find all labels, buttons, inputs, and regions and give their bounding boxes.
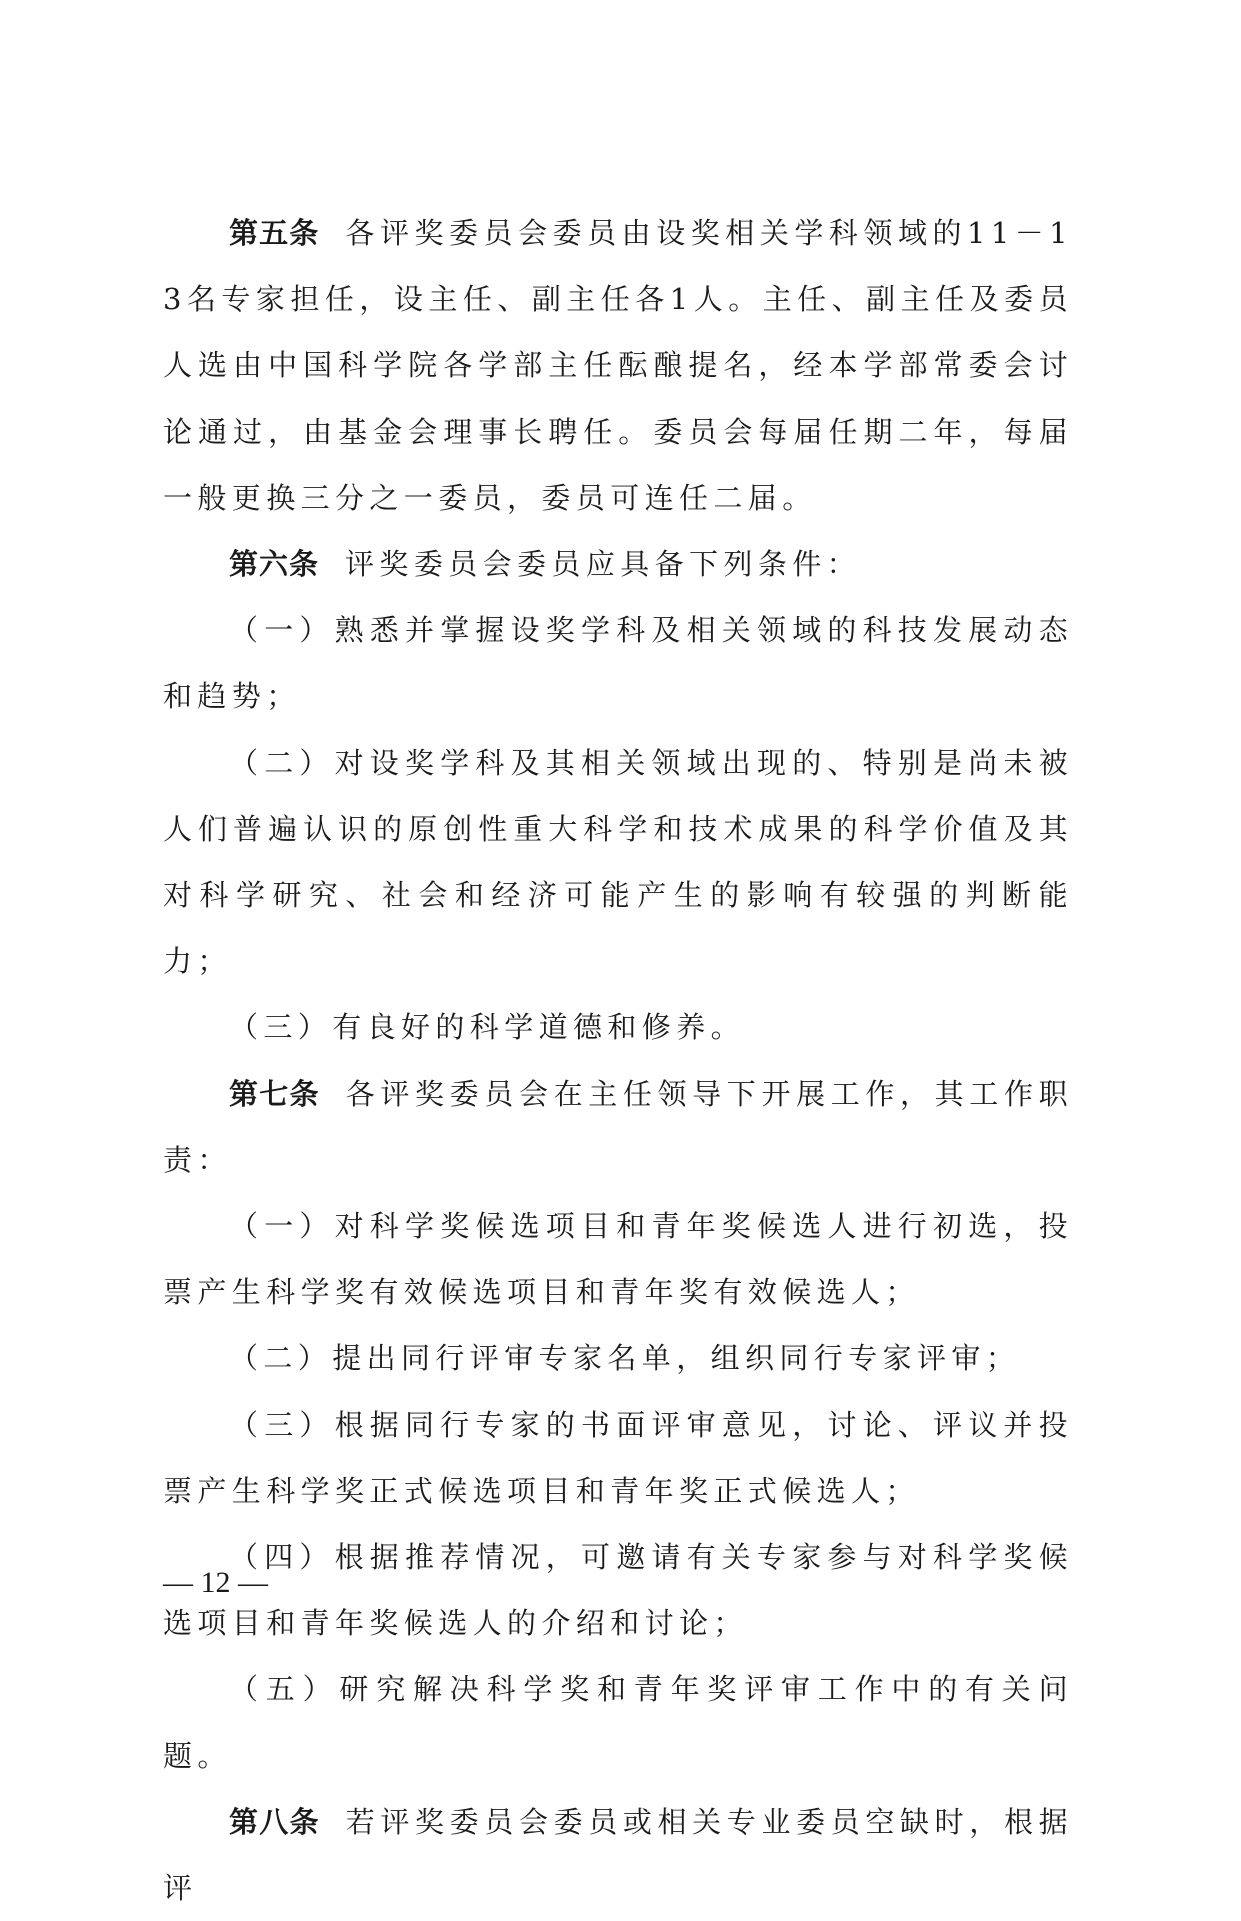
article-7-paragraph <box>163 1061 1073 1193</box>
list-item-paragraph <box>163 730 1073 995</box>
paragraph-text: （二）对设奖学科及其相关领域出现的、特别是尚未被人们普遍认识的原创性重大科学和技术成果的科学价值及其对科学研究、社会和经济可能产生的影响有较强的判断能力； <box>163 745 1073 979</box>
list-item-paragraph <box>163 1392 1073 1524</box>
paragraph-text: 若评奖委员会委员或相关专业委员空缺时，根据评 <box>163 1804 1073 1906</box>
article-6-paragraph <box>163 531 1073 597</box>
list-item-paragraph <box>163 994 1073 1060</box>
paragraph-text: （一）熟悉并掌握设奖学科及相关领域的科技发展动态和趋势； <box>163 613 1073 714</box>
paragraph-text: （一）对科学奖候选项目和青年奖候选人进行初选，投票产生科学奖有效候选项目和青年奖有效候选人； <box>163 1209 1073 1310</box>
list-item-paragraph <box>163 1325 1073 1391</box>
list-item-paragraph <box>163 1193 1073 1325</box>
paragraph-text: （四）根据推荐情况，可邀请有关专家参与对科学奖候选项目和青年奖候选人的介绍和讨论； <box>163 1540 1073 1641</box>
article-8-paragraph <box>163 1789 1073 1921</box>
paragraph-text: （五）研究解决科学奖和青年奖评审工作中的有关问题。 <box>163 1672 1073 1773</box>
article-label: 第六条 <box>229 547 320 582</box>
paragraph-text: 评奖委员会委员应具备下列条件： <box>345 547 862 582</box>
article-label: 第五条 <box>229 216 320 250</box>
article-label: 第八条 <box>229 1804 320 1839</box>
list-item-paragraph <box>163 1524 1073 1656</box>
page-number: — 12 — <box>163 1566 268 1599</box>
article-5-paragraph <box>163 200 1073 531</box>
paragraph-text: （三）根据同行专家的书面评审意见，讨论、评议并投票产生科学奖正式候选项目和青年奖正式候选人； <box>163 1407 1073 1508</box>
paragraph-text: （三）有良好的科学道德和修养。 <box>229 1010 746 1045</box>
paragraph-text: （二）提出同行评审专家名单，组织同行专家评审； <box>229 1341 1021 1376</box>
body-text <box>163 200 1073 1921</box>
paragraph-text: 各评奖委员会委员由设奖相关学科领域的11－13名专家担任，设主任、副主任各1人。主任、副主任及委员人选由中国科学院各学部主任酝酿提名，经本学部常委会讨论通过，由基金会理事长聘任。委员会每届任期二年，每届一般更换三分之一委员，委员可连任二届。 <box>163 216 1073 515</box>
list-item-paragraph <box>163 597 1073 729</box>
article-label: 第七条 <box>229 1076 320 1111</box>
list-item-paragraph <box>163 1656 1073 1788</box>
paragraph-text: 各评奖委员会在主任领导下开展工作，其工作职责： <box>163 1076 1073 1177</box>
